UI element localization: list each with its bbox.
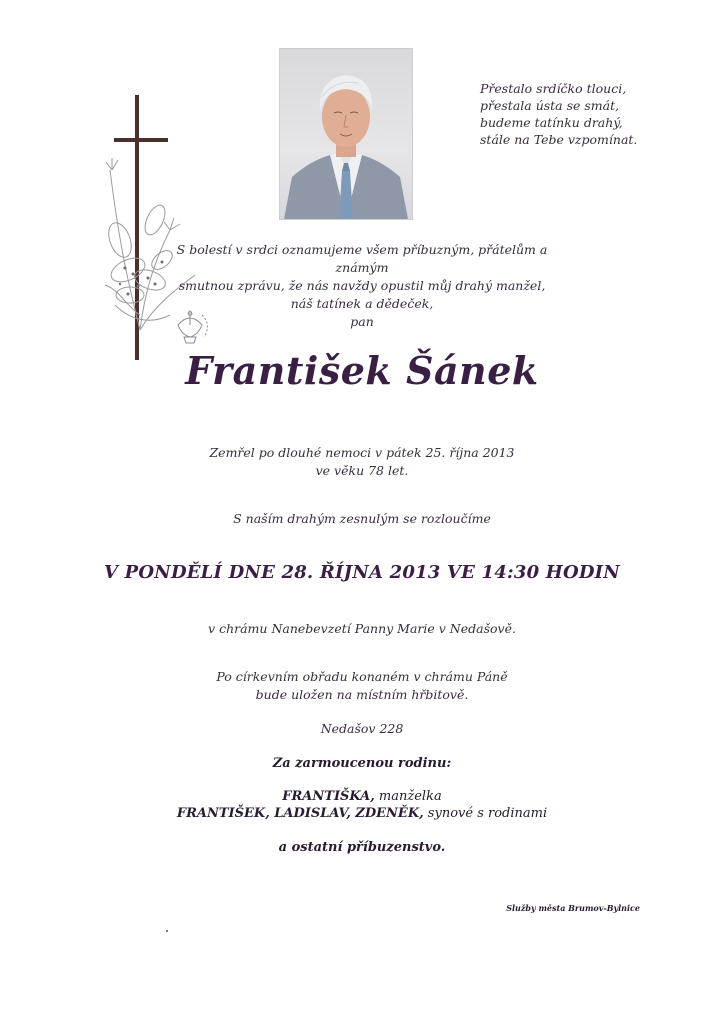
intro-line: smutnou zprávu, že nás navždy opustil můj drahý manžel,	[178, 278, 546, 293]
other-relatives: a ostatní příbuzenstvo.	[278, 840, 446, 855]
burial-line: bude uložen na místním hřbitově.	[255, 687, 469, 702]
burial-line: Po církevním obřadu konaném v chrámu Páně	[216, 669, 508, 684]
deceased-name: František Šánek	[185, 348, 539, 393]
announcement-intro	[150, 241, 574, 331]
death-info	[120, 444, 604, 480]
death-line: ve věku 78 let.	[315, 463, 409, 478]
farewell-text: S naším drahým zesnulým se rozloučíme	[233, 511, 491, 526]
family-line-1	[120, 789, 604, 804]
family-names: FRANTIŠKA,	[282, 789, 375, 804]
family-relation: synové s rodinami	[423, 806, 548, 821]
funeral-service-credit: Služby města Brumov-Bylnice	[506, 903, 640, 913]
family-relation: manželka	[374, 789, 442, 804]
death-line: Zemřel po dlouhé nemoci v pátek 25. října 2013	[209, 445, 515, 460]
church-location: v chrámu Nanebevzetí Panny Marie v Nedašově.	[208, 621, 516, 636]
poem-line: stále na Tebe vzpomínat.	[480, 132, 638, 147]
intro-line: pan	[350, 314, 374, 329]
funeral-date: V PONDĚLÍ DNE 28. ŘÍJNA 2013 VE 14:30 HODIN	[104, 562, 620, 583]
family-title: Za zarmoucenou rodinu:	[272, 756, 452, 771]
address: Nedašov 228	[320, 721, 404, 736]
intro-line: náš tatínek a dědeček,	[290, 296, 434, 311]
intro-line: S bolestí v srdci oznamujeme všem příbuzným, přátelům a známým	[176, 242, 548, 275]
family-names: FRANTIŠEK, LADISLAV, ZDENĚK,	[176, 806, 424, 821]
poem-line: budeme tatínku drahý,	[480, 115, 623, 130]
scan-speck	[166, 930, 168, 932]
family-line-2	[60, 806, 664, 821]
portrait-photo	[279, 48, 413, 220]
poem-line: přestala ústa se smát,	[480, 98, 620, 113]
burial-info	[120, 668, 604, 704]
poem	[480, 80, 680, 148]
poem-line: Přestalo srdíčko tlouci,	[480, 81, 627, 96]
